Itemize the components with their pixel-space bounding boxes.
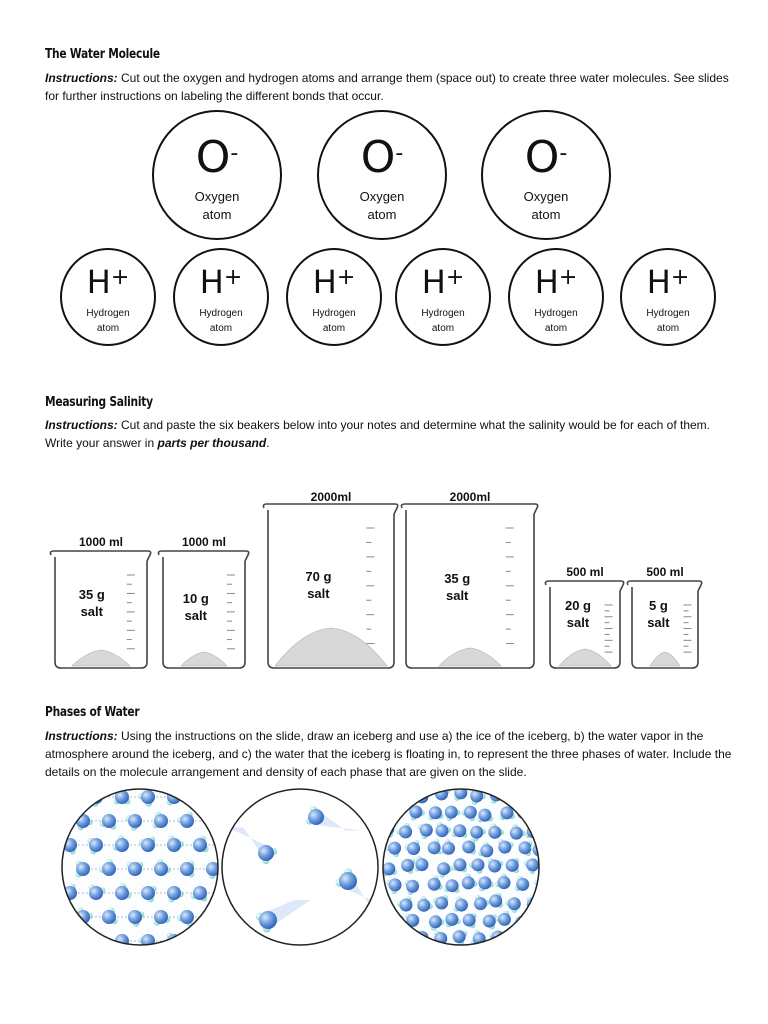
oxygen-ball <box>478 809 491 822</box>
oxygen-ball <box>483 915 496 928</box>
water-molecule <box>206 813 222 828</box>
salt-pile <box>181 652 227 666</box>
hydrogen-ball <box>190 939 196 945</box>
oxygen-atom <box>152 110 282 240</box>
water-molecule <box>505 789 519 804</box>
oxygen-ball <box>435 896 448 909</box>
oxygen-ball <box>193 838 207 852</box>
oxygen-ball <box>382 862 395 875</box>
water-molecule <box>218 934 235 948</box>
oxygen-ball <box>141 934 155 948</box>
hydrogen-ball <box>512 789 518 795</box>
oxygen-ball <box>524 788 537 801</box>
hydrogen-label-line2: atom <box>431 323 455 334</box>
oxygen-ball <box>489 894 502 907</box>
oxygen-ball <box>76 862 90 876</box>
water-molecule <box>535 805 550 819</box>
hydrogen-letter: H <box>199 263 224 301</box>
hydrogen-ball <box>218 790 224 796</box>
oxygen-ball <box>219 790 233 804</box>
oxygen-label-line2: atom <box>367 207 397 222</box>
oxygen-ball <box>453 858 466 871</box>
water-molecule <box>398 787 411 803</box>
beaker-rim <box>50 551 150 561</box>
water-molecule <box>63 789 77 806</box>
hydrogen-ball <box>228 934 234 940</box>
oxygen-ball <box>480 844 493 857</box>
salt-pile <box>72 650 130 666</box>
hydrogen-charge: + <box>336 265 356 290</box>
beaker-rim <box>263 504 397 514</box>
hydrogen-ball <box>522 924 528 930</box>
oxygen-ball <box>180 910 194 924</box>
hydrogen-ball <box>388 917 394 923</box>
hydrogen-letter: H <box>421 263 446 301</box>
oxygen-ball <box>505 791 518 804</box>
water-molecule <box>190 787 207 804</box>
oxygen-ball <box>517 806 530 819</box>
water-molecule <box>524 931 540 946</box>
hydrogen-ball <box>207 920 213 926</box>
water-molecule <box>190 931 207 948</box>
hydrogen-ball <box>167 943 173 949</box>
oxygen-symbol <box>154 132 280 183</box>
hydrogen-label <box>510 306 602 336</box>
hydrogen-letter: H <box>646 263 671 301</box>
hydrogen-atom <box>173 248 269 346</box>
oxygen-ball <box>63 790 77 804</box>
instructions-text: Cut and paste the six beakers below into your notes and determine what the salinity would be for each of them. Write your answer in <box>45 418 711 450</box>
beaker-volume-label: 2000ml <box>449 490 491 504</box>
oxygen-ball <box>154 862 168 876</box>
oxygen-ball <box>455 899 468 912</box>
oxygen-ball <box>308 809 324 825</box>
hydrogen-ball <box>513 941 519 947</box>
oxygen-ball <box>516 878 529 891</box>
hydrogen-ball <box>389 940 395 946</box>
oxygen-ball <box>462 876 475 889</box>
hydrogen-ball <box>222 896 228 902</box>
hydrogen-ball <box>391 791 397 797</box>
hydrogen-ball <box>198 787 204 793</box>
hydrogen-ball <box>205 910 211 916</box>
salt-pile <box>559 649 611 666</box>
oxygen-atom <box>481 110 611 240</box>
hydrogen-ball <box>216 815 222 821</box>
oxygen-ball <box>399 825 412 838</box>
hydrogen-atom <box>60 248 156 346</box>
salt-unit: salt <box>566 615 590 630</box>
oxygen-ball <box>401 859 414 872</box>
oxygen-ball <box>417 899 430 912</box>
beaker-rim <box>158 551 248 561</box>
hydrogen-label-line1: Hydrogen <box>199 308 243 319</box>
oxygen-ball <box>167 934 181 948</box>
hydrogen-symbol <box>62 263 154 301</box>
oxygen-label <box>319 188 445 224</box>
hydrogen-ball <box>71 933 77 939</box>
hydrogen-ball <box>218 934 224 940</box>
salt-pile <box>650 652 680 666</box>
hydrogen-label-line2: atom <box>209 323 233 334</box>
water-molecule <box>63 933 77 950</box>
hydrogen-ball <box>377 901 383 907</box>
oxygen-ball <box>406 880 419 893</box>
oxygen-ball <box>381 789 394 802</box>
salt-unit: salt <box>184 608 207 623</box>
hydrogen-ball <box>532 795 538 801</box>
hydrogen-ball <box>401 932 407 938</box>
oxygen-ball <box>533 844 546 857</box>
oxygen-ball <box>435 787 448 800</box>
hydrogen-ball <box>230 916 236 922</box>
beaker-volume-label: 1000 ml <box>78 535 124 549</box>
hydrogen-label-line1: Hydrogen <box>534 308 578 319</box>
oxygen-label-line1: Oxygen <box>523 189 569 204</box>
oxygen-ball <box>508 897 521 910</box>
oxygen-ball <box>445 806 458 819</box>
oxygen-ball <box>428 841 441 854</box>
section-title-phases-of-water: Phases of Water <box>45 705 140 720</box>
hydrogen-label <box>62 306 154 336</box>
hydrogen-ball <box>198 931 204 937</box>
hydrogen-ball <box>516 805 522 811</box>
hydrogen-ball <box>499 793 505 799</box>
salt-pile <box>275 628 387 666</box>
hydrogen-symbol <box>397 263 489 301</box>
instructions-salinity <box>45 416 735 452</box>
hydrogen-label <box>175 306 267 336</box>
beaker-rim <box>401 504 537 514</box>
hydrogen-charge: + <box>223 265 243 290</box>
oxygen-ball <box>115 838 129 852</box>
oxygen-ball <box>76 910 90 924</box>
hydrogen-charge: + <box>670 265 690 290</box>
hydrogen-label-line2: atom <box>544 323 568 334</box>
salt-amount: 20 g <box>564 598 591 613</box>
hydrogen-letter: H <box>312 263 337 301</box>
oxygen-label-line2: atom <box>202 207 232 222</box>
hydrogen-ball <box>539 888 545 894</box>
hydrogen-ball <box>514 932 520 938</box>
salt-amount: 35 g <box>78 587 105 602</box>
oxygen-ball <box>506 932 519 945</box>
salt-pile <box>439 648 501 666</box>
hydrogen-ball <box>217 887 223 893</box>
hydrogen-label-line1: Hydrogen <box>646 308 690 319</box>
water-molecule <box>524 786 538 801</box>
oxygen-ball <box>258 845 274 861</box>
oxygen-ball <box>463 914 476 927</box>
beaker-volume-label: 1000 ml <box>181 535 227 549</box>
oxygen-ball <box>498 876 511 889</box>
oxygen-ball <box>464 806 477 819</box>
hydrogen-label-line1: Hydrogen <box>86 308 130 319</box>
hydrogen-symbol <box>510 263 602 301</box>
hydrogen-ball <box>526 931 532 937</box>
beaker-salt-label <box>419 570 496 604</box>
hydrogen-ball <box>390 804 396 810</box>
oxygen-ball <box>470 826 483 839</box>
oxygen-ball <box>478 876 491 889</box>
oxygen-ball <box>488 859 501 872</box>
hydrogen-ball <box>92 944 98 950</box>
oxygen-ball <box>339 872 357 890</box>
oxygen-ball <box>206 814 220 828</box>
oxygen-ball <box>498 841 511 854</box>
oxygen-ball <box>518 841 531 854</box>
hydrogen-ball <box>416 940 422 946</box>
oxygen-ball <box>102 814 116 828</box>
hydrogen-ball <box>534 917 540 923</box>
hydrogen-symbol <box>622 263 714 301</box>
hydrogen-symbol <box>288 263 380 301</box>
hydrogen-ball <box>71 943 77 949</box>
oxygen-ball <box>167 886 181 900</box>
oxygen-ball <box>180 814 194 828</box>
hydrogen-ball <box>398 787 404 793</box>
oxygen-label <box>483 188 609 224</box>
oxygen-ball <box>141 790 155 804</box>
hydrogen-ball <box>114 942 120 948</box>
oxygen-ball <box>128 910 142 924</box>
oxygen-atom <box>317 110 447 240</box>
hydrogen-ball <box>398 796 404 802</box>
beaker-rim <box>545 581 623 591</box>
oxygen-ball <box>63 934 77 948</box>
hydrogen-ball <box>514 798 520 804</box>
oxygen-letter: O <box>360 132 396 183</box>
hydrogen-ball <box>190 795 196 801</box>
hydrogen-letter: H <box>534 263 559 301</box>
salt-unit: salt <box>80 604 103 619</box>
hydrogen-charge: + <box>558 265 578 290</box>
oxygen-ball <box>399 934 412 947</box>
oxygen-ball <box>389 878 402 891</box>
oxygen-letter: O <box>195 132 231 183</box>
hydrogen-label <box>397 306 489 336</box>
hydrogen-ball <box>540 925 546 931</box>
oxygen-ball <box>415 858 428 871</box>
hydrogen-ball <box>526 806 532 812</box>
hydrogen-label-line2: atom <box>656 323 680 334</box>
instructions-text: Using the instructions on the slide, draw an iceberg and use a) the ice of the iceberg, b) the water vapor in the atmosphere around the iceberg, and c) the water that the iceberg is floating in, to represent the three phases of water. Include the details on the molecule arrangement and density of each phase that are given on the slide. <box>45 729 732 779</box>
hydrogen-ball <box>530 786 536 792</box>
hydrogen-charge: + <box>445 265 465 290</box>
oxygen-ball <box>102 910 116 924</box>
hydrogen-atom <box>395 248 491 346</box>
oxygen-ball <box>102 862 116 876</box>
oxygen-ball <box>429 915 442 928</box>
oxygen-label-line1: Oxygen <box>359 189 405 204</box>
hydrogen-atom <box>620 248 716 346</box>
water-molecule <box>506 932 520 947</box>
hydrogen-symbol <box>175 263 267 301</box>
hydrogen-ball <box>99 937 105 943</box>
oxygen-ball <box>180 862 194 876</box>
section-title-measuring-salinity: Measuring Salinity <box>45 395 153 410</box>
hydrogen-ball <box>387 813 393 819</box>
oxygen-ball <box>193 790 207 804</box>
oxygen-ball <box>389 806 402 819</box>
hydrogen-ball <box>385 799 391 805</box>
oxygen-ball <box>128 814 142 828</box>
hydrogen-label <box>622 306 714 336</box>
water-molecule <box>218 790 235 804</box>
hydrogen-ball <box>495 940 501 946</box>
beaker-volume-label: 500 ml <box>566 565 604 579</box>
hydrogen-label-line1: Hydrogen <box>312 308 356 319</box>
beaker-salt-label <box>171 590 220 624</box>
salt-unit: salt <box>445 588 469 603</box>
beaker-salt-label <box>639 597 679 631</box>
hydrogen-ball <box>533 937 539 943</box>
oxygen-ball <box>390 916 403 929</box>
instructions-phases <box>45 727 735 781</box>
oxygen-ball <box>453 930 466 943</box>
oxygen-ball <box>453 824 466 837</box>
oxygen-ball <box>510 827 523 840</box>
hydrogen-ball <box>418 788 424 794</box>
oxygen-ball <box>398 788 411 801</box>
salt-amount: 10 g <box>182 591 209 606</box>
hydrogen-ball <box>71 799 77 805</box>
water-molecule <box>397 932 412 947</box>
hydrogen-ball <box>206 813 212 819</box>
oxygen-ball <box>535 805 548 818</box>
oxygen-ball <box>383 931 396 944</box>
hydrogen-ball <box>535 813 541 819</box>
water-molecule <box>387 804 402 819</box>
hydrogen-charge: + <box>110 265 130 290</box>
oxygen-label-line2: atom <box>531 207 561 222</box>
hydrogen-ball <box>228 790 234 796</box>
oxygen-ball <box>462 840 475 853</box>
oxygen-ball <box>526 858 539 871</box>
hydrogen-ball <box>397 941 403 947</box>
oxygen-ball <box>446 879 459 892</box>
instructions-water-molecule <box>45 69 735 105</box>
oxygen-symbol <box>319 132 445 183</box>
instructions-label: Instructions: <box>45 418 118 432</box>
oxygen-ball <box>89 838 103 852</box>
water-molecule <box>205 910 220 926</box>
instructions-label: Instructions: <box>45 729 118 743</box>
hydrogen-label-line2: atom <box>96 323 120 334</box>
oxygen-ball <box>89 934 103 948</box>
oxygen-symbol <box>483 132 609 183</box>
salt-amount: 70 g <box>305 569 332 584</box>
water-molecule <box>413 788 428 804</box>
oxygen-ball <box>76 814 90 828</box>
phases-illustration <box>0 785 768 955</box>
beaker-salt-label <box>557 597 599 631</box>
hydrogen-label <box>288 306 380 336</box>
oxygen-ball <box>437 862 450 875</box>
oxygen-ball <box>141 838 155 852</box>
oxygen-ball <box>445 913 458 926</box>
vapor-background <box>220 785 380 950</box>
oxygen-ball <box>498 913 511 926</box>
salt-unit: salt <box>307 586 330 601</box>
oxygen-ball <box>388 842 401 855</box>
instructions-text-end: . <box>266 436 270 450</box>
oxygen-ball <box>428 878 441 891</box>
oxygen-ball <box>524 934 537 947</box>
oxygen-ball <box>420 824 433 837</box>
hydrogen-label-line2: atom <box>322 323 346 334</box>
oxygen-ball <box>259 911 277 929</box>
oxygen-charge: - <box>230 141 239 166</box>
instructions-label: Instructions: <box>45 71 118 85</box>
water-molecule <box>534 915 549 931</box>
hydrogen-ball <box>544 811 550 817</box>
oxygen-ball <box>193 934 207 948</box>
oxygen-ball <box>506 859 519 872</box>
hydrogen-letter: H <box>86 263 111 301</box>
instructions-text: Cut out the oxygen and hydrogen atoms and arrange them (space out) to create three water molecules. See slides for further instructions on labeling the different bonds that occur. <box>45 71 729 103</box>
hydrogen-ball <box>540 842 546 848</box>
hydrogen-atom <box>286 248 382 346</box>
oxygen-ball <box>407 842 420 855</box>
salt-amount: 5 g <box>648 598 668 613</box>
oxygen-label-line1: Oxygen <box>194 189 240 204</box>
oxygen-ball <box>442 842 455 855</box>
beaker-salt-label <box>64 586 119 620</box>
oxygen-letter: O <box>524 132 560 183</box>
hydrogen-ball <box>381 935 387 941</box>
oxygen-ball <box>89 886 103 900</box>
oxygen-charge: - <box>395 141 404 166</box>
hydrogen-atom <box>508 248 604 346</box>
salt-amount: 35 g <box>444 571 471 586</box>
beaker-volume-label: 500 ml <box>646 565 684 579</box>
oxygen-ball <box>141 886 155 900</box>
water-molecule <box>381 931 397 946</box>
oxygen-ball <box>435 824 448 837</box>
oxygen-ball <box>206 910 220 924</box>
oxygen-ball <box>471 858 484 871</box>
oxygen-ball <box>167 838 181 852</box>
beaker-salt-label <box>281 568 357 602</box>
oxygen-ball <box>219 934 233 948</box>
oxygen-ball <box>474 897 487 910</box>
oxygen-ball <box>429 806 442 819</box>
oxygen-ball <box>537 915 550 928</box>
beaker-volume-label: 2000ml <box>310 490 352 504</box>
oxygen-label <box>154 188 280 224</box>
oxygen-ball <box>128 862 142 876</box>
oxygen-ball <box>488 826 501 839</box>
oxygen-ball <box>115 886 129 900</box>
instructions-emphasis: parts per thousand <box>157 436 267 450</box>
water-molecule <box>381 789 396 805</box>
hydrogen-ball <box>71 789 77 795</box>
hydrogen-label-line1: Hydrogen <box>421 308 465 319</box>
beaker-rim <box>627 581 701 591</box>
oxygen-charge: - <box>559 141 568 166</box>
oxygen-ball <box>399 899 412 912</box>
oxygen-ball <box>154 814 168 828</box>
section-title-water-molecule: The Water Molecule <box>45 47 160 62</box>
salt-unit: salt <box>647 615 670 630</box>
oxygen-ball <box>154 910 168 924</box>
oxygen-ball <box>193 886 207 900</box>
water-molecule <box>526 897 539 913</box>
